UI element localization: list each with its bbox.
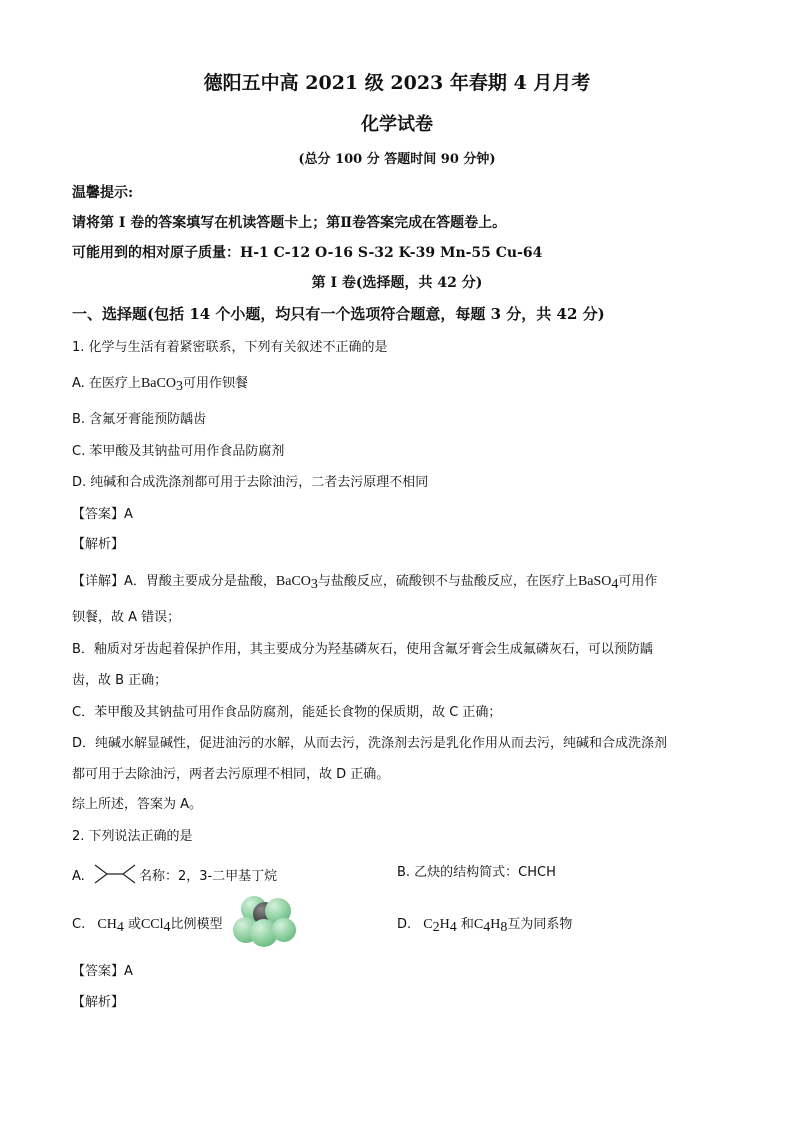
subject-title: 化学试卷	[361, 114, 433, 135]
space-filling-model-icon	[232, 894, 300, 948]
q2-option-c: C. $CH_4$ 或CCl$_4$比例模型	[72, 917, 223, 935]
exam-title: 德阳五中高 2021 级 2023 年春期 4 月月考	[203, 72, 591, 94]
q2-option-b: B. 乙炔的结构简式：CHCH	[397, 865, 556, 880]
q1-option-b: B. 含氟牙膏能预防龋齿	[72, 412, 207, 427]
exam-info: (总分 100 分 答题时间 90 分钟)	[298, 152, 496, 167]
q2-analysis-label: 【解析】	[72, 995, 125, 1010]
q1-detail-line-5: C．苯甲酸及其钠盐可用作食品防腐剂，能延长食物的保质期，故 C 正确；	[72, 705, 502, 720]
q1-detail-line-1: 【详解】A．胃酸主要成分是盐酸，BaCO$_3$与盐酸反应，硫酸钡不与盐酸反应，在医疗上BaSO$_4$可用作	[72, 574, 658, 592]
q2-option-a: A. 名称：2，3-二甲基丁烷	[72, 863, 277, 887]
q1-option-d: D. 纯碱和合成洗涤剂都可用于去除油污，二者去污原理不相同	[72, 475, 429, 490]
notice-line-1: 请将第 I 卷的答案填写在机读答题卡上；第Ⅱ卷答案完成在答题卷上。	[72, 215, 507, 231]
q1-detail-line-3: B．釉质对牙齿起着保护作用，其主要成分为羟基磷灰石，使用含氟牙膏会生成氟磷灰石，可以预防龋	[72, 642, 653, 657]
q2-option-d: D. $C_2H_4$ 和$C_4H_8$互为同系物	[397, 917, 573, 935]
q2-answer: 【答案】A	[72, 964, 133, 979]
q1-summary: 综上所述，答案为 A。	[72, 797, 203, 812]
notice-heading: 温馨提示:	[72, 185, 134, 201]
q1-option-c: C. 苯甲酸及其钠盐可用作食品防腐剂	[72, 444, 285, 459]
section-heading: 一、选择题(包括 14 个小题，均只有一个选项符合题意，每题 3 分，共 42 分)	[72, 305, 605, 323]
skeletal-formula-icon	[93, 863, 137, 885]
notice-line-2: 可能用到的相对原子质量：H-1 C-12 O-16 S-32 K-39 Mn-55 Cu-64	[72, 245, 543, 261]
q1-detail-line-7: 都可用于去除油污，两者去污原理不相同，故 D 正确。	[72, 767, 390, 782]
q1-stem: 1. 化学与生活有着紧密联系，下列有关叙述不正确的是	[72, 340, 388, 355]
q1-detail-line-2: 钡餐，故 A 错误；	[72, 610, 181, 625]
q1-option-a: A. 在医疗上BaCO$_3$可用作钡餐	[72, 376, 248, 394]
q1-detail-line-6: D．纯碱水解显碱性，促进油污的水解，从而去污，洗涤剂去污是乳化作用从而去污，纯碱和合成洗涤剂	[72, 736, 668, 751]
part1-heading: 第 I 卷(选择题，共 42 分)	[311, 275, 483, 291]
q1-detail-line-4: 齿，故 B 正确；	[72, 673, 168, 688]
q2-stem: 2. 下列说法正确的是	[72, 829, 193, 844]
q1-analysis-label: 【解析】	[72, 537, 125, 552]
q1-answer: 【答案】A	[72, 507, 133, 522]
